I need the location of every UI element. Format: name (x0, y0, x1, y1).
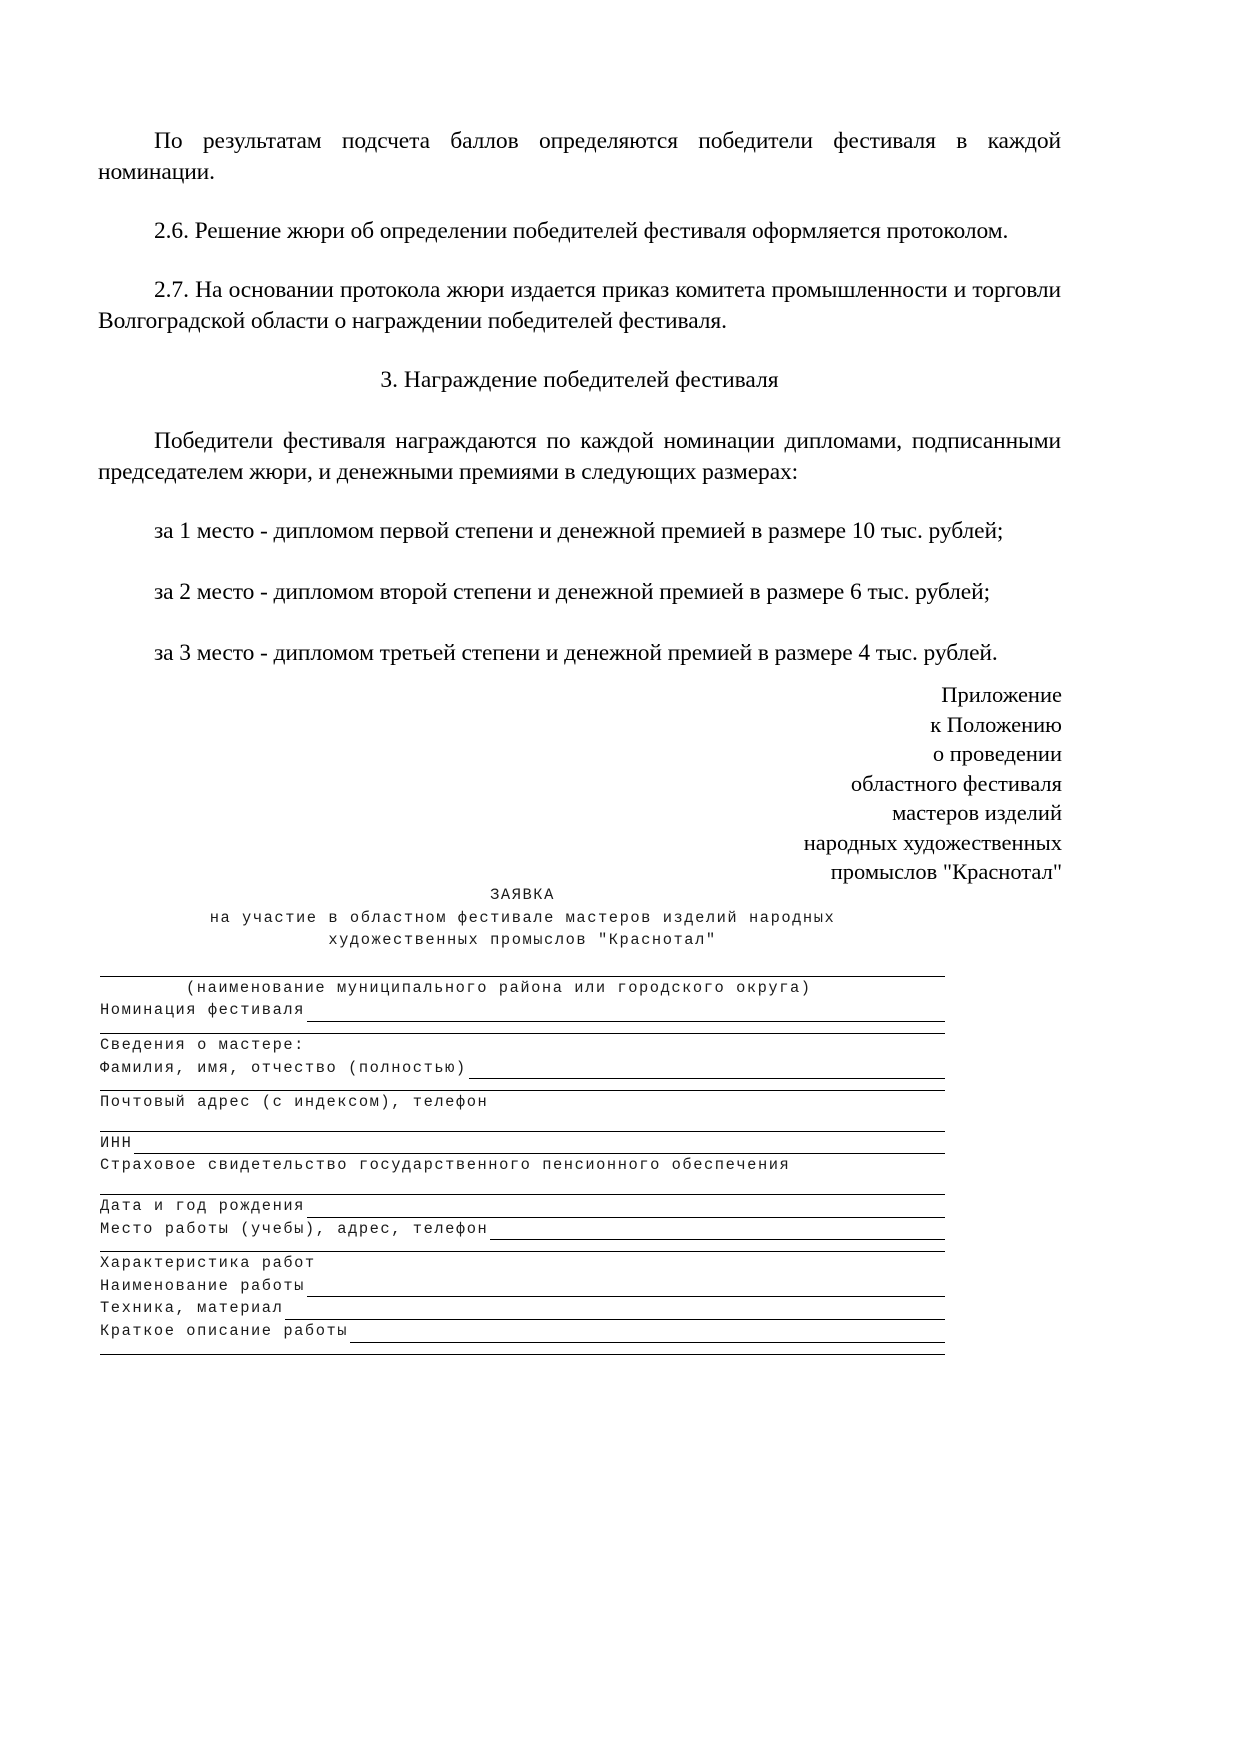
short-description-field-row (100, 1320, 945, 1343)
workplace-input[interactable] (490, 1222, 945, 1240)
paragraph-scoring-results: По результатам подсчета баллов определяются победители фестиваля в каждой номинации. (98, 128, 1061, 185)
paragraph-clause-2-7: 2.7. На основании протокола жюри издается приказ комитета промышленности и торговли Волгоградской области о награждении победителей фестиваля. (98, 277, 1061, 334)
spacer (100, 1114, 945, 1131)
technique-material-input[interactable] (285, 1302, 945, 1320)
form-title: ЗАЯВКА (490, 886, 555, 904)
body-text-section (98, 126, 1061, 699)
municipality-caption: (наименование муниципального района или городского округа) (186, 978, 812, 997)
nomination-label: Номинация фестиваля (100, 1001, 305, 1020)
prize-first-place: за 1 место - дипломом первой степени и денежной премией в размере 10 тыс. рублей; (154, 518, 1004, 544)
appendix-reference-block (642, 680, 1062, 887)
paragraph-clause-2-6: 2.6. Решение жюри об определении победителей фестиваля оформляется протоколом. (154, 218, 1009, 244)
pension-certificate-label: Страховое свидетельство государственного пенсионного обеспечения (100, 1156, 791, 1175)
spacer (100, 1177, 945, 1194)
spacer (100, 1022, 945, 1033)
short-description-label: Краткое описание работы (100, 1321, 349, 1340)
inn-label: ИНН (100, 1133, 133, 1152)
works-characteristics-heading: Характеристика работ (100, 1254, 316, 1273)
technique-material-label: Техника, материал (100, 1299, 284, 1318)
appendix-line-7: промыслов "Краснотал" (830, 859, 1062, 884)
prize-second-place: за 2 место - дипломом второй степени и денежной премией в размере 6 тыс. рублей; (154, 579, 990, 605)
prize-third-place: за 3 место - дипломом третьей степени и денежной премией в размере 4 тыс. рублей. (154, 640, 998, 666)
workplace-field-row (100, 1218, 945, 1241)
birth-date-input[interactable] (307, 1200, 945, 1218)
full-name-field-row (100, 1057, 945, 1080)
form-subtitle-line-2: художественных промыслов "Краснотал" (328, 931, 717, 950)
spacer (100, 1240, 945, 1251)
technique-material-field-row (100, 1297, 945, 1320)
work-name-label: Наименование работы (100, 1276, 305, 1295)
section-heading-awards: 3. Награждение победителей фестиваля (380, 367, 779, 393)
appendix-line-5: мастеров изделий (892, 800, 1062, 825)
inn-input[interactable] (134, 1136, 945, 1154)
appendix-line-2: к Положению (930, 711, 1062, 737)
full-name-input[interactable] (469, 1061, 945, 1079)
form-subtitle-line-1: на участие в областном фестивале мастеров изделий народных (209, 908, 836, 927)
application-form (100, 884, 945, 1355)
appendix-line-4: областного фестиваля (850, 770, 1062, 796)
full-name-label: Фамилия, имя, отчество (полностью) (100, 1058, 467, 1077)
short-description-continuation-line[interactable] (100, 1354, 945, 1355)
nomination-input[interactable] (307, 1004, 945, 1022)
appendix-line-6: народных художественных (803, 829, 1062, 855)
spacer (100, 952, 945, 976)
birth-date-label: Дата и год рождения (100, 1196, 305, 1215)
paragraph-award-intro: Победители фестиваля награждаются по каждой номинации дипломами, подписанными председателем жюри, и денежными премиями в следующих размерах: (98, 428, 1061, 485)
postal-address-label: Почтовый адрес (с индексом), телефон (100, 1093, 489, 1112)
spacer (100, 1079, 945, 1090)
nomination-field-row (100, 999, 945, 1022)
short-description-input[interactable] (350, 1325, 945, 1343)
birth-date-field-row (100, 1195, 945, 1218)
master-info-heading: Сведения о мастере: (100, 1035, 305, 1054)
inn-field-row (100, 1132, 945, 1155)
spacer (100, 1343, 945, 1354)
workplace-label: Место работы (учебы), адрес, телефон (100, 1219, 489, 1238)
appendix-line-3: о проведении (932, 741, 1062, 766)
work-name-input[interactable] (307, 1279, 945, 1297)
work-name-field-row (100, 1275, 945, 1298)
appendix-line-1: Приложение (941, 682, 1062, 707)
